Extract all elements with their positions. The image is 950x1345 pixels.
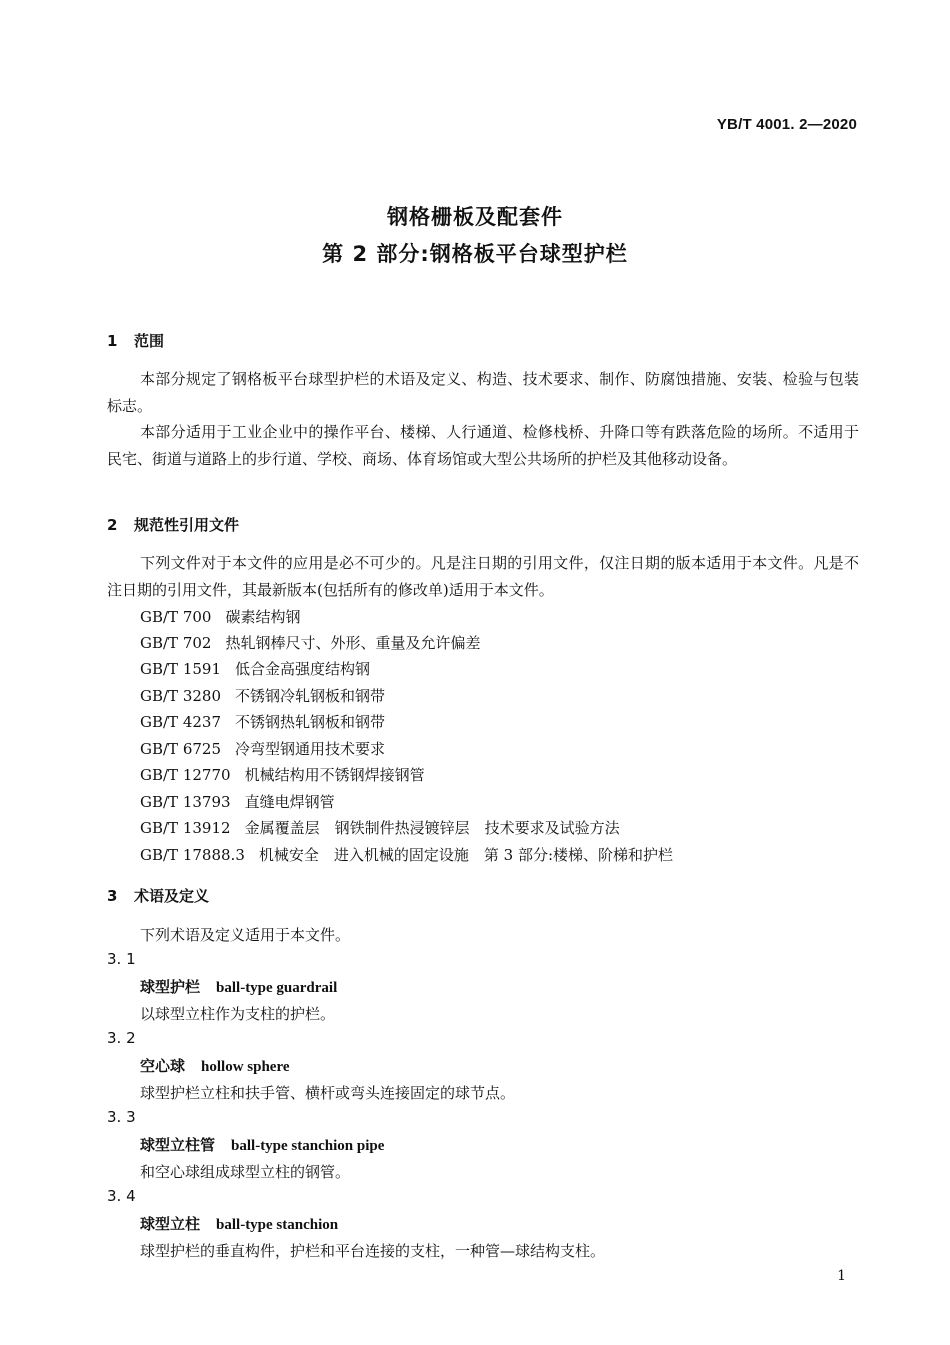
reference-title: 碳素结构钢 bbox=[225, 608, 301, 626]
section-3-heading bbox=[107, 885, 209, 906]
reference-title: 机械结构用不锈钢焊接钢管 bbox=[244, 766, 425, 784]
reference-code: GB/T 17888.3 bbox=[140, 846, 245, 864]
reference-item bbox=[140, 685, 399, 706]
term-en: ball-type stanchion pipe bbox=[231, 1138, 385, 1154]
document-subtitle: 第 2 部分:钢格板平台球型护栏 bbox=[322, 242, 628, 266]
reference-title: 热轧钢棒尺寸、外形、重量及允许偏差 bbox=[225, 634, 481, 652]
reference-title: 低合金高强度结构钢 bbox=[235, 660, 371, 678]
reference-title: 金属覆盖层 钢铁制件热浸镀锌层 技术要求及试验方法 bbox=[244, 819, 620, 837]
term-heading bbox=[140, 1134, 384, 1155]
term-zh: 球型护栏 bbox=[140, 978, 201, 996]
term-zh: 球型立柱 bbox=[140, 1215, 201, 1233]
section-number: 2 bbox=[107, 516, 118, 534]
reference-title: 不锈钢冷轧钢板和钢带 bbox=[235, 687, 386, 705]
reference-item bbox=[140, 817, 634, 838]
section-1-heading bbox=[107, 330, 164, 351]
term-heading bbox=[140, 1055, 290, 1076]
normative-references-intro: 下列文件对于本文件的应用是必不可少的。凡是注日期的引用文件，仅注日期的版本适用于本文件。凡是不注日期的引用文件，其最新版本(包括所有的修改单)适用于本文件。 bbox=[107, 554, 859, 599]
term-heading bbox=[140, 1213, 338, 1234]
reference-item bbox=[140, 632, 494, 653]
reference-title: 不锈钢热轧钢板和钢带 bbox=[235, 713, 386, 731]
term-number: 3. 3 bbox=[107, 1108, 136, 1126]
term-definition: 球型护栏的垂直构件，护栏和平台连接的支柱，一种管—球结构支柱。 bbox=[140, 1242, 606, 1260]
document-title: 钢格栅板及配套件 bbox=[387, 205, 563, 229]
reference-item bbox=[140, 711, 399, 732]
section-2-heading bbox=[107, 514, 239, 535]
reference-item bbox=[140, 606, 314, 627]
scope-paragraph-2: 本部分适用于工业企业中的操作平台、楼梯、人行通道、检修栈桥、升降口等有跌落危险的场所。不适用于民宅、街道与道路上的步行道、学校、商场、体育场馆或大型公共场所的护栏及其他移动设备。 bbox=[107, 423, 859, 468]
reference-item bbox=[140, 844, 687, 865]
reference-title: 冷弯型钢通用技术要求 bbox=[235, 740, 386, 758]
section-title: 术语及定义 bbox=[134, 887, 210, 905]
term-definition: 以球型立柱作为支柱的护栏。 bbox=[140, 1005, 336, 1023]
term-definition: 球型护栏立柱和扶手管、横杆或弯头连接固定的球节点。 bbox=[140, 1084, 516, 1102]
section-number: 3 bbox=[107, 887, 118, 905]
term-number: 3. 1 bbox=[107, 950, 136, 968]
reference-item bbox=[140, 764, 439, 785]
reference-item bbox=[140, 658, 384, 679]
reference-code: GB/T 12770 bbox=[140, 766, 231, 784]
term-zh: 球型立柱管 bbox=[140, 1136, 216, 1154]
term-heading bbox=[140, 976, 337, 997]
reference-title: 直缝电焊钢管 bbox=[244, 793, 335, 811]
reference-item bbox=[140, 738, 399, 759]
term-en: ball-type stanchion bbox=[216, 1217, 339, 1233]
standard-code: YB/T 4001. 2—2020 bbox=[716, 116, 857, 133]
reference-code: GB/T 13793 bbox=[140, 793, 231, 811]
section-title: 范围 bbox=[134, 332, 165, 350]
section-number: 1 bbox=[107, 332, 118, 350]
term-number: 3. 2 bbox=[107, 1029, 136, 1047]
term-en: hollow sphere bbox=[201, 1059, 290, 1075]
term-definition: 和空心球组成球型立柱的钢管。 bbox=[140, 1163, 351, 1181]
reference-code: GB/T 702 bbox=[140, 634, 212, 652]
page-number: 1 bbox=[837, 1268, 846, 1284]
reference-item bbox=[140, 791, 349, 812]
reference-title: 机械安全 进入机械的固定设施 第 3 部分:楼梯、阶梯和护栏 bbox=[258, 846, 674, 864]
reference-code: GB/T 1591 bbox=[140, 660, 222, 678]
reference-code: GB/T 6725 bbox=[140, 740, 222, 758]
section-title: 规范性引用文件 bbox=[134, 516, 240, 534]
term-number: 3. 4 bbox=[107, 1187, 136, 1205]
scope-paragraph-1: 本部分规定了钢格板平台球型护栏的术语及定义、构造、技术要求、制作、防腐蚀措施、安装、检验与包装标志。 bbox=[107, 370, 859, 415]
reference-code: GB/T 4237 bbox=[140, 713, 222, 731]
term-zh: 空心球 bbox=[140, 1057, 186, 1075]
terms-intro: 下列术语及定义适用于本文件。 bbox=[140, 926, 351, 944]
reference-code: GB/T 3280 bbox=[140, 687, 222, 705]
reference-code: GB/T 700 bbox=[140, 608, 212, 626]
term-en: ball-type guardrail bbox=[216, 980, 338, 996]
reference-code: GB/T 13912 bbox=[140, 819, 231, 837]
